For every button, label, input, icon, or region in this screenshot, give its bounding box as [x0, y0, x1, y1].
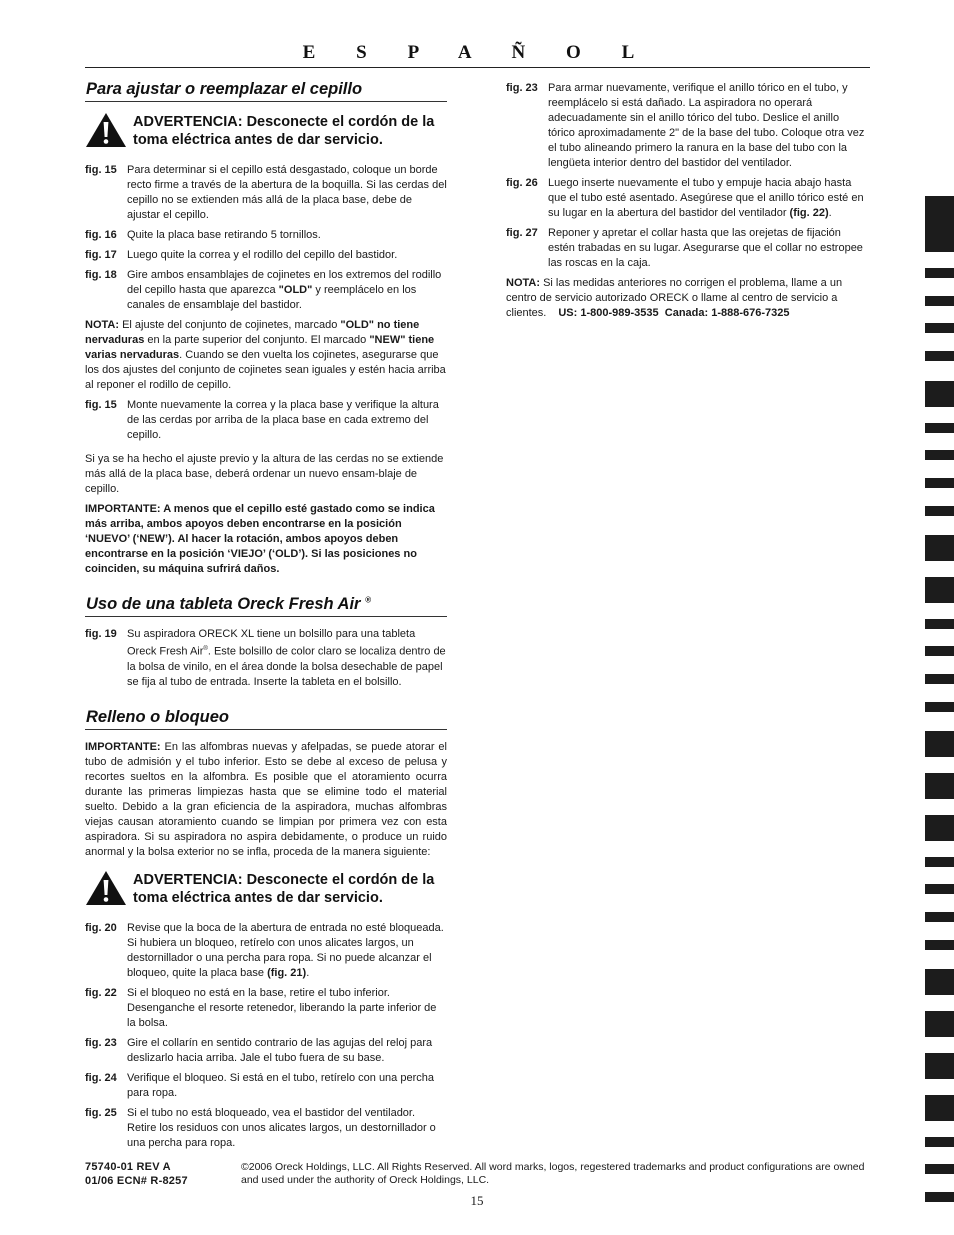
thumb-tab — [925, 450, 954, 460]
nota-bold: "OLD" no tiene nervaduras — [85, 319, 420, 346]
importante-label: IMPORTANTE: — [85, 740, 161, 753]
thumb-tab — [925, 381, 954, 407]
fig-text-part: Luego inserte nuevamente el tubo y empuje hacia abajo hasta que el tubo esté asentado. Asegúrese que el anillo tórico esté en su lugar en la abertura del bastidor del ventilador — [548, 177, 864, 219]
fig-label: fig. 15 — [85, 399, 117, 411]
fig-text: Reponer y apretar el collar hasta que las orejetas de fijación estén trabadas en su lugar. Asegurarse que el collar no estropee las roscas en la caja. — [548, 227, 863, 269]
nota-label: NOTA: — [506, 277, 541, 289]
fig-item — [506, 226, 868, 271]
warning-triangle-icon — [85, 112, 127, 148]
fig-text-part: . Este bolsillo de color claro se localiza dentro de la bolsa de vinilo, en el área donde la bolsa desechable de papel se fija al tubo de entrada. Inserte la tableta en el bolsillo. — [127, 645, 446, 688]
thumb-tab — [925, 815, 954, 841]
nota-text: El ajuste del conjunto de cojinetes, marcado — [119, 319, 341, 331]
fig-text-part: . — [828, 207, 832, 219]
thumb-tab — [925, 731, 954, 757]
thumb-tab — [925, 535, 954, 561]
fig-text: Si el bloqueo no está en la base, retire el tubo inferior. Desenganche el resorte retenedor, liberando la parte inferior de la bolsa. — [127, 986, 437, 1029]
thumb-tab — [925, 1011, 954, 1037]
fig-text — [127, 921, 447, 981]
reorder-paragraph: Si ya se ha hecho el ajuste previo y la altura de las cerdas no se extiende más allá de la placa base, deberá ordenar un nuevo ensam-blaje de cepillo. — [85, 453, 444, 495]
thumb-tab — [925, 940, 954, 950]
section-title-clog: Relleno o bloqueo — [85, 708, 447, 730]
thumb-tab — [925, 296, 954, 306]
fig-text — [127, 268, 447, 313]
fig-item — [85, 1106, 447, 1151]
fig-label: fig. 24 — [85, 1071, 117, 1084]
registered-mark: ® — [203, 646, 208, 652]
section-title-brush: Para ajustar o reemplazar el cepillo — [85, 80, 447, 102]
fig-text-bold: (fig. 22) — [789, 207, 829, 219]
service-phone-numbers: US: 1-800-989-3535 Canada: 1-888-676-7325 — [558, 307, 790, 319]
header-rule — [85, 67, 870, 68]
fig-item — [85, 248, 447, 263]
thumb-tab — [925, 351, 954, 361]
fig-item — [506, 81, 868, 171]
fig-item — [85, 228, 447, 243]
document-code-line: 01/06 ECN# R-8257 — [85, 1175, 188, 1187]
thumb-tab — [925, 773, 954, 799]
thumb-tab — [925, 646, 954, 656]
fig-text: Monte nuevamente la correa y la placa base y verifique la altura de las cerdas por arriba de la placa base en cada extremo del cepillo. — [127, 399, 439, 441]
fig-item — [85, 986, 447, 1031]
fig-text-part: y reemplácelo en los canales de ensamblaje del bastidor. — [127, 284, 417, 311]
thumb-tab — [925, 577, 954, 603]
thumb-tab — [925, 478, 954, 488]
importante-text: En las alfombras nuevas y afelpadas, se puede atorar el tubo de admisión y el tubo inferior. Esto se debe al exceso de pelusa y recortes sueltos en la alfombra. Es posible que el atoramiento ocurra durante las primeras limpiezas hasta que se elimine todo el material suelto. Debido a la gran eficiencia de la aspiradora, muchas alfombras viejas causan atoramiento cuando se limpian por primera vez con esta aspiradora. Si su aspiradora no aspira debidamente, o produce un ruido anormal y la bolsa exterior no se infla, proceda de la manera siguiente: — [85, 740, 447, 858]
fig-text-part: Su aspiradora ORECK XL tiene un bolsillo para una tableta Oreck Fresh Air — [127, 628, 416, 658]
thumb-tab — [925, 1095, 954, 1121]
document-code — [85, 1160, 188, 1188]
thumb-tab — [925, 1053, 954, 1079]
fig-text — [127, 627, 447, 690]
language-title: E S P A Ñ O L — [302, 42, 653, 63]
thumb-tab — [925, 1137, 954, 1147]
fig-text: Si el tubo no está bloqueado, vea el bastidor del ventilador. Retire los residuos con unos alicates largos, un destornillador o una percha para ropa. — [127, 1106, 436, 1149]
copyright-notice: ©2006 Oreck Holdings, LLC. All Rights Reserved. All word marks, logos, regestered trademarks and product configurations are owned and used under the authority of Oreck Holdings, LLC. — [241, 1161, 865, 1186]
thumb-tab — [925, 912, 954, 922]
fig-item — [85, 268, 447, 313]
page-number: 15 — [470, 1193, 484, 1208]
fig-text-part: . — [306, 966, 310, 979]
thumb-tab — [925, 268, 954, 278]
thumb-tab — [925, 423, 954, 433]
thumb-tab — [925, 323, 954, 333]
fig-label: fig. 26 — [506, 177, 538, 189]
fig-label: fig. 19 — [85, 628, 117, 640]
fig-label: fig. 18 — [85, 269, 117, 281]
fig-item — [85, 1036, 447, 1066]
fig-text-part: Revise que la boca de la abertura de entrada no esté bloqueada. Si hubiera un bloqueo, retírelo con unos alicates largos, un destornillador o una percha para ropa. Si no puede alcanzar el bloqueo, quite la placa base — [127, 921, 444, 979]
warning-block — [85, 112, 447, 149]
fig-label: fig. 23 — [506, 82, 538, 94]
thumb-tab — [925, 674, 954, 684]
nota-text: . Cuando se den vuelta los cojinetes, asegurarse que los dos ajustes del conjunto de cojinetes sean iguales y estén hacia arriba al reponer el rodillo de cepillo. — [85, 349, 446, 391]
fig-text-bold: "OLD" — [278, 284, 313, 296]
thumb-tab — [925, 196, 954, 252]
nota-paragraph — [506, 276, 868, 321]
fig-text-bold: (fig. 21) — [267, 966, 307, 979]
warning-text: ADVERTENCIA: Desconecte el cordón de la toma eléctrica antes de dar servicio. — [133, 871, 435, 906]
fig-label: fig. 23 — [85, 1036, 117, 1049]
nota-label: NOTA: — [85, 319, 120, 331]
thumb-tab — [925, 1192, 954, 1202]
thumb-tab — [925, 857, 954, 867]
section-title-text: Uso de una tableta Oreck Fresh Air — [86, 595, 361, 613]
registered-mark: ® — [365, 595, 371, 605]
fig-label: fig. 25 — [85, 1106, 117, 1119]
fig-item — [85, 627, 447, 690]
fig-item — [506, 176, 868, 221]
left-column — [85, 80, 447, 1156]
fig-text: Gire el collarín en sentido contrario de las agujas del reloj para deslizarlo hacia arriba. Jale el tubo fuera de su base. — [127, 1036, 433, 1064]
nota-bold: "NEW" tiene varias nervaduras — [85, 334, 435, 361]
fig-text — [548, 176, 868, 221]
fig-text: Quite la placa base retirando 5 tornillos. — [127, 229, 321, 241]
fig-text: Para armar nuevamente, verifique el anillo tórico en el tubo, y reemplácelo si está dañado. La aspiradora no operará adecuadamente sin el anillo tórico del tubo. Deslice el anillo tórico aproximadamente 2" de la base del tubo. Coloque otra vez el tubo alineando primero la ranura en la base del tubo con la lengüeta interior dentro del bastidor del ventilador. — [548, 82, 865, 169]
thumb-tab — [925, 884, 954, 894]
fig-text: Luego quite la correa y el rodillo del cepillo del bastidor. — [127, 249, 398, 261]
thumb-tab — [925, 506, 954, 516]
fig-label: fig. 27 — [506, 227, 538, 239]
right-column — [506, 81, 868, 326]
clog-importante-paragraph — [85, 740, 447, 860]
nota-text: Si las medidas anteriores no corrigen el problema, llame a un centro de servicio autorizado ORECK o llame al centro de servicio a clientes. — [506, 277, 843, 319]
fig-item — [85, 398, 447, 443]
fig-label: fig. 17 — [85, 249, 117, 261]
fig-text-part: Gire ambos ensamblajes de cojinetes en los extremos del rodillo del cepillo hasta que aparezca — [127, 269, 442, 296]
thumb-tab — [925, 1164, 954, 1174]
fig-label: fig. 15 — [85, 164, 117, 176]
thumb-tab — [925, 969, 954, 995]
warning-block — [85, 870, 447, 907]
fig-item — [85, 163, 447, 223]
nota-paragraph — [85, 318, 447, 393]
warning-text: ADVERTENCIA: Desconecte el cordón de la toma eléctrica antes de dar servicio. — [133, 114, 435, 148]
nota-text: en la parte superior del conjunto. El marcado — [144, 334, 370, 346]
fig-label: fig. 16 — [85, 229, 117, 241]
fig-text: Verifique el bloqueo. Si está en el tubo, retírelo con una percha para ropa. — [127, 1071, 434, 1099]
fig-label: fig. 20 — [85, 921, 117, 934]
thumb-tab — [925, 619, 954, 629]
warning-triangle-icon — [85, 870, 127, 906]
thumb-tab — [925, 702, 954, 712]
section-title-fresh-air — [85, 595, 447, 617]
fig-item — [85, 921, 447, 981]
document-code-line: 75740-01 REV A — [85, 1161, 171, 1173]
thumb-index-tabs — [925, 0, 954, 1235]
fig-item — [85, 1071, 447, 1101]
fig-label: fig. 22 — [85, 986, 117, 999]
importante-paragraph: IMPORTANTE: A menos que el cepillo esté gastado como se indica más arriba, ambos apoyos deben encontrarse en la posición ‘NUEVO’ (‘NEW’). Al hacer la rotación, ambos apoyos deben encontrarse en la posición ‘VIEJO’ (‘OLD’). Si las posiciones no coinciden, su máquina sufrirá daños. — [85, 503, 435, 575]
fig-text: Para determinar si el cepillo está desgastado, coloque un borde recto firme a través de la abertura de la boquilla. Si las cerdas del cepillo no se extienden más allá de la placa base, debe de ajustar el cepillo. — [127, 164, 447, 221]
